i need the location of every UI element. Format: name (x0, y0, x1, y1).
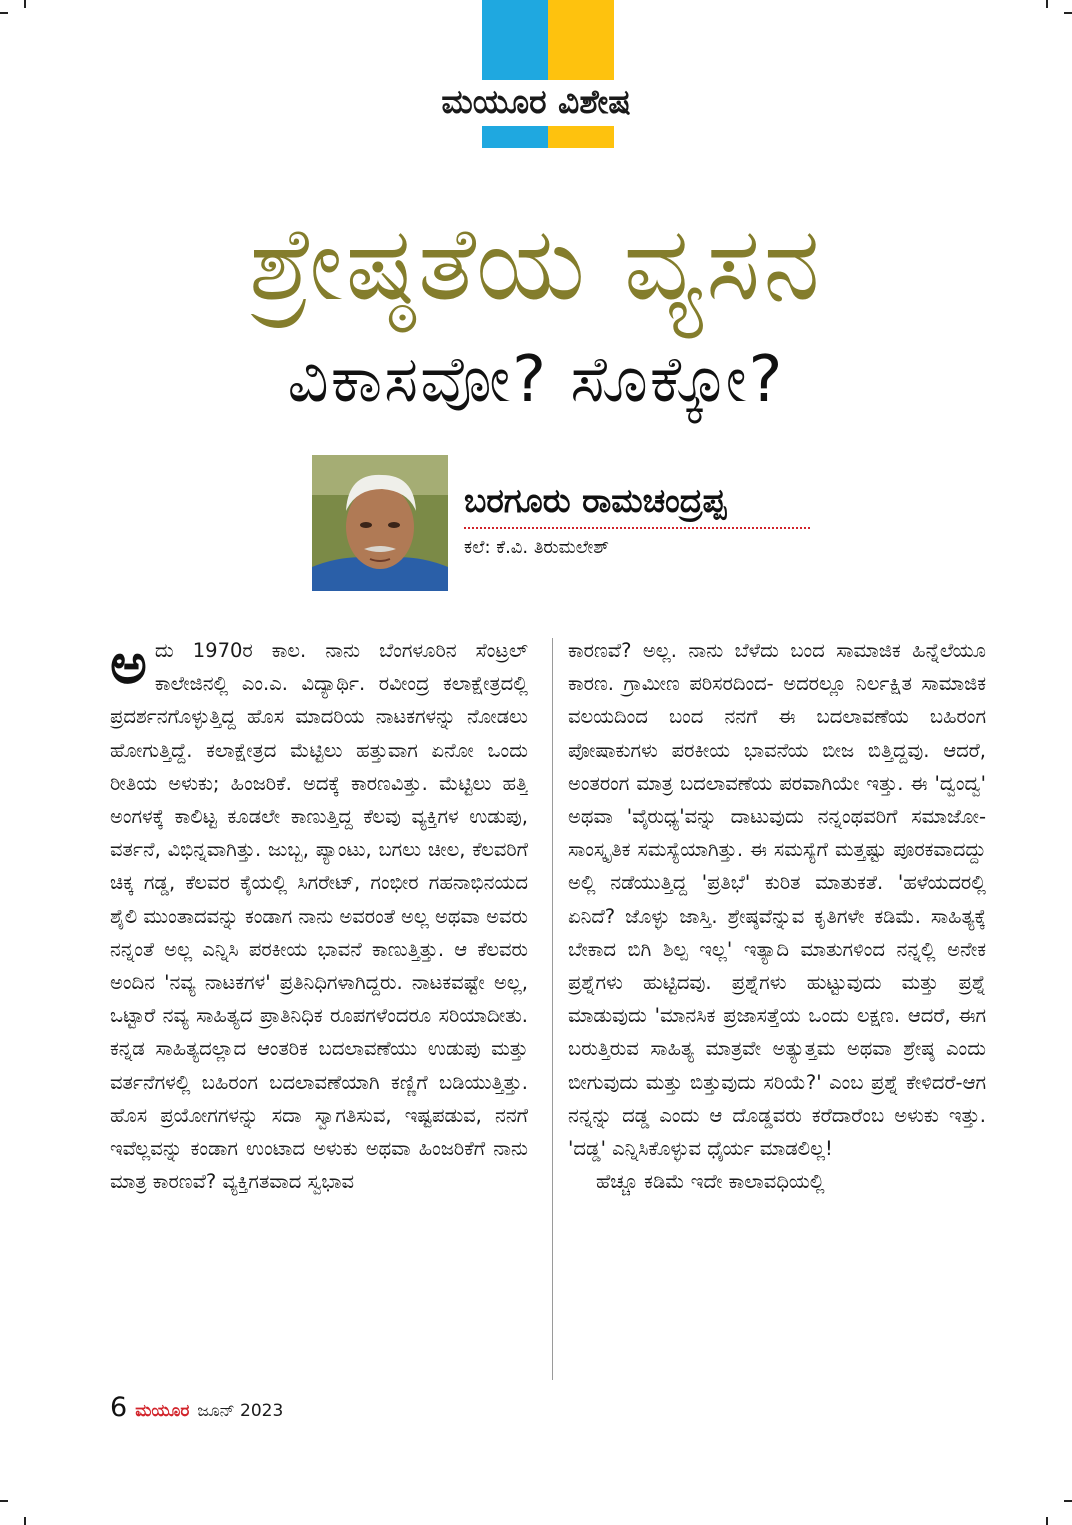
author-portrait-drawing (312, 455, 448, 591)
flag-bottom-bar (482, 126, 614, 148)
crop-mark (1064, 1500, 1072, 1502)
issue-date: ಜೂನ್ 2023 (197, 1401, 284, 1421)
drop-cap: ಅ (110, 634, 147, 697)
article-subtitle: ವಿಕಾಸವೋ? ಸೊಕ್ಕೋ? (287, 343, 785, 417)
magazine-logo: ಮಯೂರ (135, 1401, 190, 1421)
article-column-left (110, 634, 528, 1380)
author-name: ಬರಗೂರು ರಾಮಚಂದ್ರಪ್ಪ (464, 481, 727, 520)
crop-mark (24, 1517, 26, 1525)
section-color-flag (482, 0, 614, 148)
body-paragraph: ದು 1970ರ ಕಾಲ. ನಾನು ಬೆಂಗಳೂರಿನ ಸೆಂಟ್ರಲ್ ಕಾಲೇಜಿನಲ್ಲಿ ಎಂ.ಎ. ವಿದ್ಯಾರ್ಥಿ. ರವೀಂದ್ರ ಕಲಾಕ್ಷೇತ್ರದಲ್ಲಿ ಪ್ರದರ್ಶನಗೊಳ್ಳುತ್ತಿದ್ದ ಹೊಸ ಮಾದರಿಯ ನಾಟಕಗಳನ್ನು ನೋಡಲು ಹೋಗುತ್ತಿದ್ದೆ. ಕಲಾಕ್ಷೇತ್ರದ ಮೆಟ್ಟಿಲು ಹತ್ತುವಾಗ ಏನೋ ಒಂದು ರೀತಿಯ ಅಳುಕು; ಹಿಂಜರಿಕೆ. ಅದಕ್ಕೆ ಕಾರಣವಿತ್ತು. ಮೆಟ್ಟಿಲು ಹತ್ತಿ ಅಂಗಳಕ್ಕೆ ಕಾಲಿಟ್ಟ ಕೂಡಲೇ ಕಾಣುತ್ತಿದ್ದ ಕೆಲವು ವ್ಯಕ್ತಿಗಳ ಉಡುಪು, ವರ್ತನೆ, ವಿಭಿನ್ನವಾಗಿತ್ತು. ಜುಬ್ಬ, ಪ್ಯಾಂಟು, ಬಗಲು ಚೀಲ, ಕೆಲವರಿಗೆ ಚಿಕ್ಕ ಗಡ್ಡ, ಕೆಲವರ ಕೈಯಲ್ಲಿ ಸಿಗರೇಟ್, ಗಂಭೀರ ಗಹನಾಭಿನಯದ ಶೈಲಿ ಮುಂತಾದವನ್ನು ಕಂಡಾಗ ನಾನು ಅವರಂತೆ ಅಲ್ಲ ಅಥವಾ ಅವರು ನನ್ನಂತೆ ಅಲ್ಲ ಎನ್ನಿಸಿ ಪರಕೀಯ ಭಾವನೆ ಕಾಣುತ್ತಿತ್ತು. ಆ ಕೆಲವರು ಅಂದಿನ 'ನವ್ಯ ನಾಟಕಗಳ' ಪ್ರತಿನಿಧಿಗಳಾಗಿದ್ದರು. ನಾಟಕವಷ್ಟೇ ಅಲ್ಲ, ಒಟ್ಟಾರೆ ನವ್ಯ ಸಾಹಿತ್ಯದ ಪ್ರಾತಿನಿಧಿಕ ರೂಪಗಳೆಂದರೂ ಸರಿಯಾದೀತು. ಕನ್ನಡ ಸಾಹಿತ್ಯದಲ್ಲಾದ ಆಂತರಿಕ ಬದಲಾವಣೆಯು ಉಡುಪು ಮತ್ತು ವರ್ತನೆಗಳಲ್ಲಿ ಬಹಿರಂಗ ಬದಲಾವಣೆಯಾಗಿ ಕಣ್ಣಿಗೆ ಬಡಿಯುತ್ತಿತ್ತು. ಹೊಸ ಪ್ರಯೋಗಗಳನ್ನು ಸದಾ ಸ್ವಾಗತಿಸುವ, ಇಷ್ಟಪಡುವ, ನನಗೆ ಇವೆಲ್ಲವನ್ನು ಕಂಡಾಗ ಉಂಟಾದ ಅಳುಕು ಅಥವಾ ಹಿಂಜರಿಕೆಗೆ ನಾನು ಮಾತ್ರ ಕಾರಣವೆ? ವ್ಯಕ್ತಿಗತವಾದ ಸ್ವಭಾವ (110, 639, 528, 1194)
author-divider (464, 527, 810, 529)
crop-mark (0, 1500, 8, 1502)
body-paragraph: ಕಾರಣವೆ? ಅಲ್ಲ. ನಾನು ಬೆಳೆದು ಬಂದ ಸಾಮಾಜಿಕ ಹಿನ್ನೆಲೆಯೂ ಕಾರಣ. ಗ್ರಾಮೀಣ ಪರಿಸರದಿಂದ- ಅದರಲ್ಲೂ ನಿರ್ಲಕ್ಷಿತ ಸಾಮಾಜಿಕ ವಲಯದಿಂದ ಬಂದ ನನಗೆ ಈ ಬದಲಾವಣೆಯ ಬಹಿರಂಗ ಪೋಷಾಕುಗಳು ಪರಕೀಯ ಭಾವನೆಯ ಬೀಜ ಬಿತ್ತಿದ್ದವು. ಆದರೆ, ಅಂತರಂಗ ಮಾತ್ರ ಬದಲಾವಣೆಯ ಪರವಾಗಿಯೇ ಇತ್ತು. ಈ 'ದ್ವಂದ್ವ' ಅಥವಾ 'ವೈರುಧ್ಯ'ವನ್ನು ದಾಟುವುದು ನನ್ನಂಥವರಿಗೆ ಸಮಾಜೋ- ಸಾಂಸ್ಕೃತಿಕ ಸಮಸ್ಯೆಯಾಗಿತ್ತು. ಈ ಸಮಸ್ಯೆಗೆ ಮತ್ತಷ್ಟು ಪೂರಕವಾದದ್ದು ಅಲ್ಲಿ ನಡೆಯುತ್ತಿದ್ದ 'ಪ್ರತಿಭೆ' ಕುರಿತ ಮಾತುಕತೆ. 'ಹಳೆಯದರಲ್ಲಿ ಏನಿದೆ? ಜೊಳ್ಳು ಜಾಸ್ತಿ. ಶ್ರೇಷ್ಠವೆನ್ನುವ ಕೃತಿಗಳೇ ಕಡಿಮೆ. ಸಾಹಿತ್ಯಕ್ಕೆ ಬೇಕಾದ ಬಿಗಿ ಶಿಲ್ಪ ಇಲ್ಲ' ಇತ್ಯಾದಿ ಮಾತುಗಳಿಂದ ನನ್ನಲ್ಲಿ ಅನೇಕ ಪ್ರಶ್ನೆಗಳು ಹುಟ್ಟಿದವು. ಪ್ರಶ್ನೆಗಳು ಹುಟ್ಟುವುದು ಮತ್ತು ಪ್ರಶ್ನೆ ಮಾಡುವುದು 'ಮಾನಸಿಕ ಪ್ರಜಾಸತ್ತೆಯ ಒಂದು ಲಕ್ಷಣ. ಆದರೆ, ಈಗ ಬರುತ್ತಿರುವ ಸಾಹಿತ್ಯ ಮಾತ್ರವೇ ಅತ್ಯುತ್ತಮ ಅಥವಾ ಶ್ರೇಷ್ಠ ಎಂದು ಬೀಗುವುದು ಮತ್ತು ಬಿತ್ತುವುದು ಸರಿಯೆ?' ಎಂಬ ಪ್ರಶ್ನೆ ಕೇಳಿದರೆ-ಆಗ ನನ್ನನ್ನು ದಡ್ಡ ಎಂದು ಆ ದೊಡ್ಡವರು ಕರೆದಾರೆಂಬ ಅಳುಕು ಇತ್ತು. 'ದಡ್ಡ' ಎನ್ನಿಸಿಕೊಳ್ಳುವ ಧೈರ್ಯ ಮಾಡಲಿಲ್ಲ! (568, 639, 986, 1161)
flag-blue-block (482, 0, 548, 80)
crop-mark (1046, 0, 1048, 8)
article-title: ಶ್ರೇಷ್ಠತೆಯ ವ್ಯಸನ (249, 205, 823, 324)
flag-blue-block (482, 126, 548, 148)
illustration-credit: ಕಲೆ: ಕೆ.ವಿ. ತಿರುಮಲೇಶ್ (464, 537, 610, 558)
article-column-right (568, 634, 986, 1380)
flag-top-bar (482, 0, 614, 80)
crop-mark (1046, 1517, 1048, 1525)
crop-mark (24, 0, 26, 8)
flag-yellow-block (548, 126, 614, 148)
page-number: 6 (110, 1392, 128, 1423)
author-portrait-icon (312, 455, 448, 591)
page-footer (110, 1392, 283, 1432)
crop-mark (1064, 12, 1072, 14)
section-label: ಮಯೂರ ವಿಶೇಷ (441, 82, 631, 121)
crop-mark (0, 12, 8, 14)
column-divider (552, 638, 553, 1380)
flag-yellow-block (548, 0, 614, 80)
body-paragraph: ಹೆಚ್ಚೂ ಕಡಿಮೆ ಇದೇ ಕಾಲಾವಧಿಯಲ್ಲಿ (596, 1170, 825, 1194)
